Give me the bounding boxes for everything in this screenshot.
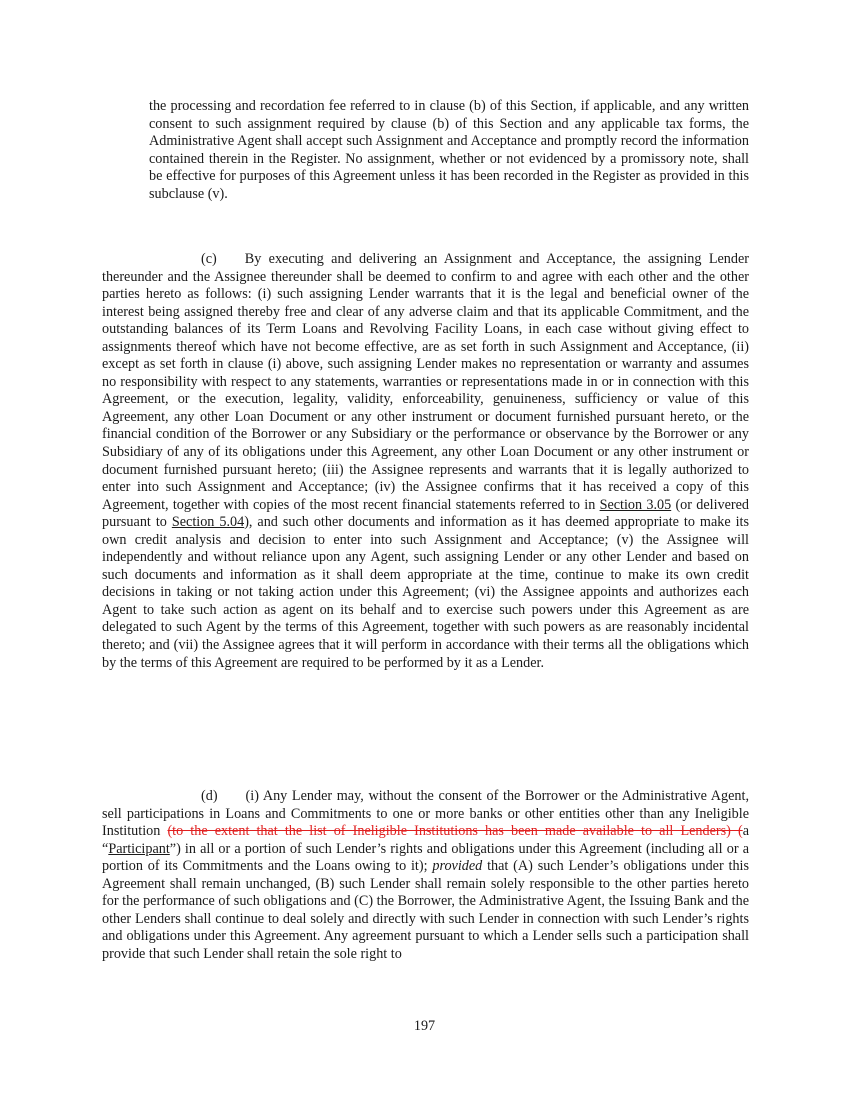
paragraph-c-text-1: By executing and delivering an Assignment and Acceptance, the assigning Lender thereunder and the Assignee thereunder shall be deemed to confirm to and agree with each other and the other parties hereto as follows: (i) such assigning Lender warrants that it is the legal and beneficial owner of the interest being assigned thereby free and clear of any adverse claim and that its applicable Commitment, and the outstanding balances of its Term Loans and Revolving Facility Loans, in each case without giving effect to assignments thereof which have not become effective, are as set forth in such Assignment and Acceptance, (ii) except as set forth in clause (i) above, such assigning Lender makes no representation or warranty and assumes no responsibility with respect to any statements, warranties or representations made in or in connection with this Agreement, or the execution, legality, validity, enforceability, genuineness, sufficiency or value of this Agreement, any other Loan Document or any other instrument or document furnished pursuant hereto, or the financial condition of the Borrower or any Subsidiary or the performance or observance by the Borrower or any Subsidiary of any of its obligations under this Agreement, any other Loan Document or any other instrument or document furnished pursuant hereto; (iii) the Assignee represents and warrants that it is legally authorized to enter into such Assignment and Acceptance; (iv) the Assignee confirms that it has received a copy of this Agreement, together with copies of the most recent financial statements referred to in — [102, 251, 749, 513]
paragraph-d-text-4: that (A) such Lender’s obligations under this Agreement shall remain unchanged, (B) such Lender shall remain solely responsible to the other parties hereto for the performance of such obligations and (C) the Borrower, the Administrative Agent, the Issuing Bank and the other Lenders shall continue to deal solely and directly with such Lender in connection with such Lender’s rights and obligations under this Agreement. Any agreement pursuant to which a Lender sells such a participation shall provide that such Lender shall retain the sole right to — [102, 858, 749, 962]
page-number: 197 — [413, 1018, 436, 1034]
paragraph-c-text-3: ), and such other documents and information as it has deemed appropriate to make its own credit analysis and decision to enter into such Assignment and Acceptance; (v) the Assignee will independently and without reliance upon any Agent, such assigning Lender or any other Lender and based on such documents and information as it shall deem appropriate at the time, continue to make its own credit decisions in taking or not taking action under this Agreement; (vi) the Assignee appoints and authorizes each Agent to take such action as agent on its behalf and to exercise such powers under this Agreement as are delegated to such Agent by the terms of this Agreement, together with such powers as are reasonably incidental thereto; and (vii) the Assignee agrees that it will perform in accordance with their terms all the obligations which by the terms of this Agreement are required to be performed by it as a Lender. — [102, 514, 749, 671]
paragraph-c — [102, 251, 749, 672]
deleted-redline-text: (to the extent that the list of Ineligible Institutions has been made available to all Lenders) ( — [167, 823, 743, 840]
provided-italic: provided — [432, 858, 483, 875]
section-5-04-reference: Section 5.04 — [171, 514, 245, 531]
paragraph-d-text-2: a “ — [102, 823, 749, 857]
paragraph-d-text-3: ”) in all or a portion of such Lender’s rights and obligations under this Agreement (including all or a portion of its Commitments and the Loans owing to it); — [102, 840, 749, 875]
paragraph-c-label: (c) — [201, 251, 217, 267]
paragraph-d — [102, 788, 749, 963]
section-3-05-reference: Section 3.05 — [599, 496, 672, 513]
paragraph-c-text-2: (or delivered pursuant to — [102, 496, 750, 531]
paragraph-d-label: (d) — [201, 788, 218, 804]
continuation-paragraph: the processing and recordation fee referred to in clause (b) of this Section, if applicable, and any written consent to such assignment required by clause (b) of this Section and any applicable tax forms, the Administrative Agent shall accept such Assignment and Acceptance and promptly record the information contained therein in the Register. No assignment, whether or not evidenced by a promissory note, shall be effective for purposes of this Agreement unless it has been recorded in the Register as provided in this subclause (v). — [149, 98, 749, 202]
participant-defined-term: Participant — [108, 840, 170, 857]
paragraph-d-text-1: (i) Any Lender may, without the consent of the Borrower or the Administrative Agent, sell participations in Loans and Commitments to one or more banks or other entities other than any Ineligible Institution — [102, 788, 749, 840]
